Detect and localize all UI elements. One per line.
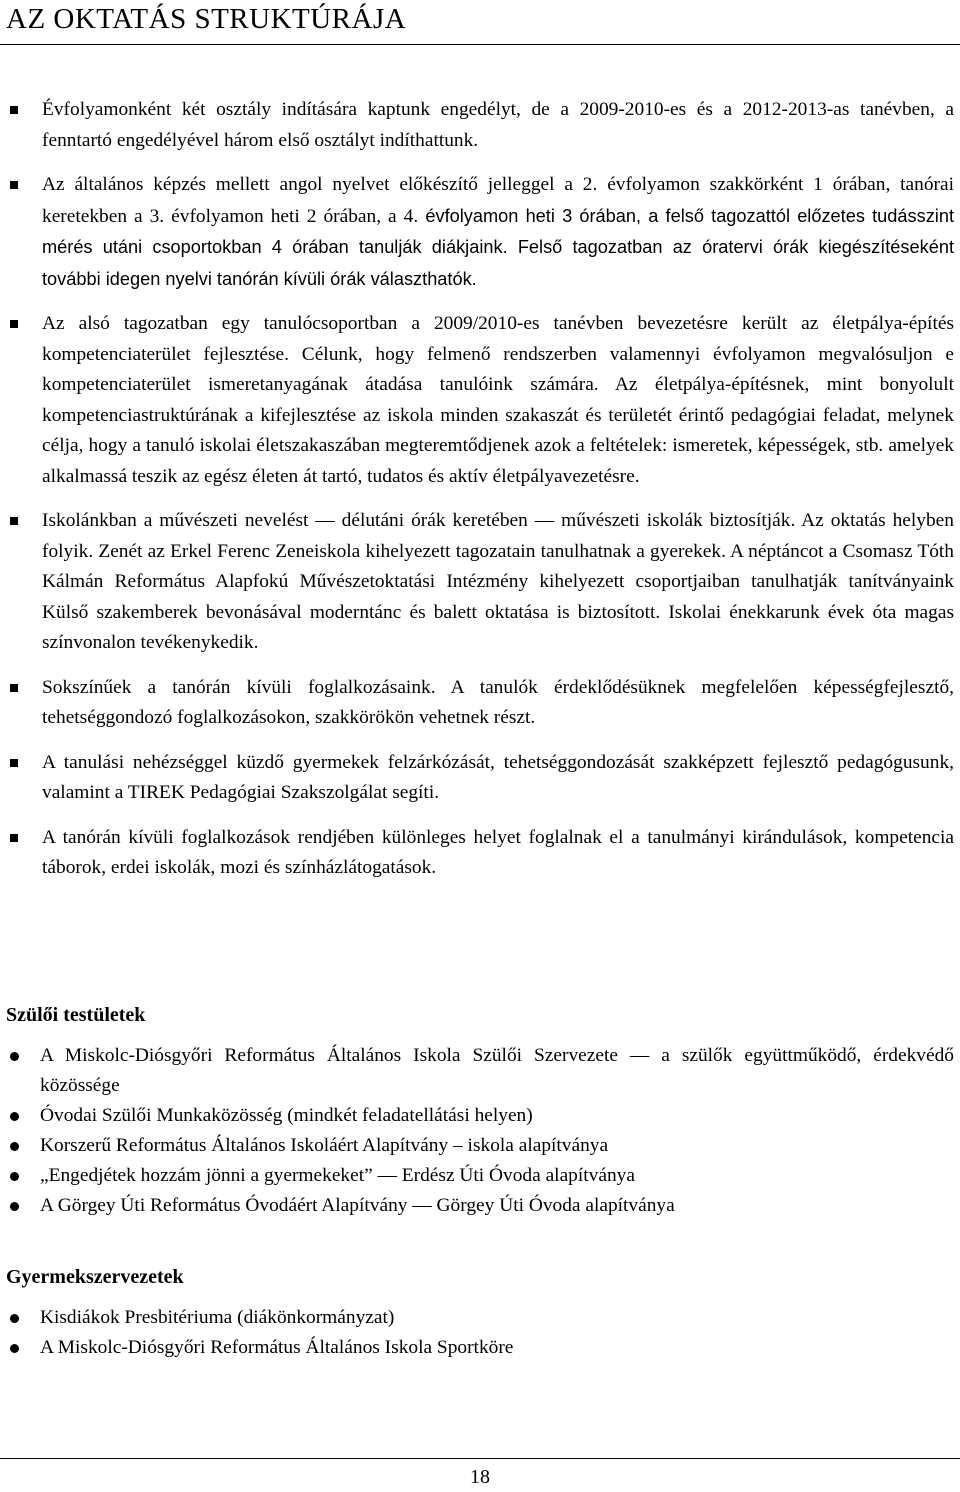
item-text: A tanórán kívüli foglalkozások rendjében különleges helyet foglalnak el a tanulmányi kirándulások, kompetencia táborok, erdei iskolák, mozi és színházlátogatások. bbox=[42, 826, 954, 878]
list-item bbox=[0, 748, 960, 809]
structure-list bbox=[0, 95, 960, 898]
list-item bbox=[0, 1161, 960, 1191]
list-item bbox=[0, 1303, 960, 1333]
item-text: A tanulási nehézséggel küzdő gyermekek felzárkózását, tehetséggondozását szakképzett fejlesztő pedagógusunk, valamint a TIREK Pedagógiai Szakszolgálat segíti. bbox=[42, 751, 954, 803]
list-item bbox=[0, 823, 960, 884]
square-bullet-icon bbox=[10, 320, 18, 328]
round-bullet-icon bbox=[10, 1202, 19, 1211]
round-bullet-icon bbox=[10, 1052, 19, 1061]
square-bullet-icon bbox=[10, 684, 18, 692]
children-list bbox=[0, 1303, 960, 1363]
round-bullet-icon bbox=[10, 1344, 19, 1353]
item-text-sans: évfolyamon heti 3 órában, a felső tagozattól előzetes tudásszint mérés utáni csoportokban 4 órában tanulják diákjaink. Felső tagozatban az óratervi órák kiegészítéseként további idegen nyelvi tanórán kívüli órák választhatók. bbox=[42, 205, 955, 289]
item-text: Az általános képzés mellett angol nyelvet előkészítő jelleggel a 2. évfolyamon szakkörként 1 órában, tanórai keretekben a 3. évfolyamon heti 2 órában, a 4. bbox=[42, 174, 954, 227]
list-item bbox=[0, 1191, 960, 1221]
list-item bbox=[0, 309, 960, 492]
list-item bbox=[0, 506, 960, 659]
list-item bbox=[0, 673, 960, 734]
round-bullet-icon bbox=[10, 1314, 19, 1323]
list-item bbox=[0, 1041, 960, 1101]
item-text: Sokszínűek a tanórán kívüli foglalkozásaink. A tanulók érdeklődésüknek megfelelően képességfejlesztő, tehetséggondozó foglalkozásokon, szakkörökön vehetnek részt. bbox=[42, 676, 954, 728]
item-text: A Miskolc-Diósgyőri Református Általános Iskola Szülői Szervezete — a szülők együttműködő, érdekvédő közössége bbox=[40, 1045, 954, 1096]
item-text: Iskolánkban a művészeti nevelést — délutáni órák keretében — művészeti iskolák biztosítják. Az oktatás helyben folyik. Zenét az Erkel Ferenc Zeneiskola kihelyezett tagozatain tanulhatnak a gyerekek. A néptáncot a Csomasz Tóth Kálmán Református Alapfokú Művészetoktatási Intézmény kihelyezett csoportjaiban tanulhatják tanítványaink Külső szakemberek bevonásával moderntánc és balett oktatása is biztosított. Iskolai énekkarunk évek óta magas színvonalon tevékenykedik. bbox=[42, 510, 954, 653]
title-underline bbox=[0, 44, 960, 45]
item-text: Évfolyamonként két osztály indítására kaptunk engedélyt, de a 2009-2010-es és a 2012-2013-as tanévben, a fenntartó engedélyével három első osztályt indíthattunk. bbox=[42, 99, 954, 151]
round-bullet-icon bbox=[10, 1172, 19, 1181]
footer-divider bbox=[0, 1458, 960, 1459]
item-text: A Görgey Úti Református Óvodáért Alapítvány — Görgey Úti Óvoda alapítványa bbox=[40, 1195, 675, 1216]
page-title: AZ OKTATÁS STRUKTÚRÁJA bbox=[6, 3, 407, 35]
children-section-heading: Gyermekszervezetek bbox=[6, 1266, 184, 1288]
square-bullet-icon bbox=[10, 517, 18, 525]
item-text: Kisdiákok Presbitériuma (diákönkormányzat) bbox=[40, 1307, 395, 1328]
square-bullet-icon bbox=[10, 106, 18, 114]
item-text: A Miskolc-Diósgyőri Református Általános Iskola Sportköre bbox=[40, 1337, 514, 1358]
square-bullet-icon bbox=[10, 834, 18, 842]
list-item bbox=[0, 1101, 960, 1131]
square-bullet-icon bbox=[10, 181, 18, 189]
item-text: Óvodai Szülői Munkaközösség (mindkét feladatellátási helyen) bbox=[40, 1105, 533, 1126]
item-text: Az alsó tagozatban egy tanulócsoportban a 2009/2010-es tanévben bevezetésre került az életpálya-építés kompetenciaterület fejlesztése. Célunk, hogy felmenő rendszerben valamennyi évfolyamon megvalósuljon e kompetenciaterület ismeretanyagának átadása tanulóink számára. Az életpálya-építésnek, mint bonyolult kompetenciastruktúrának a kifejlesztése az iskola minden szakaszát és területét érintő pedagógiai feladat, melynek célja, hogy a tanuló iskolai életszakaszában megteremtődjenek azok a feltételek: ismeretek, képességek, stb. amelyek alkalmassá teszik az egész életen át tartó, tudatos és aktív életpályavezetésre. bbox=[42, 313, 954, 487]
list-item bbox=[0, 1131, 960, 1161]
round-bullet-icon bbox=[10, 1142, 19, 1151]
list-item bbox=[0, 170, 960, 295]
parents-list bbox=[0, 1041, 960, 1221]
list-item bbox=[0, 95, 960, 156]
item-text: Korszerű Református Általános Iskoláért Alapítvány – iskola alapítványa bbox=[40, 1135, 609, 1156]
list-item bbox=[0, 1333, 960, 1363]
round-bullet-icon bbox=[10, 1112, 19, 1121]
page-number: 18 bbox=[470, 1466, 490, 1488]
item-text: „Engedjétek hozzám jönni a gyermekeket” — Erdész Úti Óvoda alapítványa bbox=[40, 1165, 635, 1186]
parents-section-heading: Szülői testületek bbox=[6, 1004, 146, 1026]
square-bullet-icon bbox=[10, 759, 18, 767]
